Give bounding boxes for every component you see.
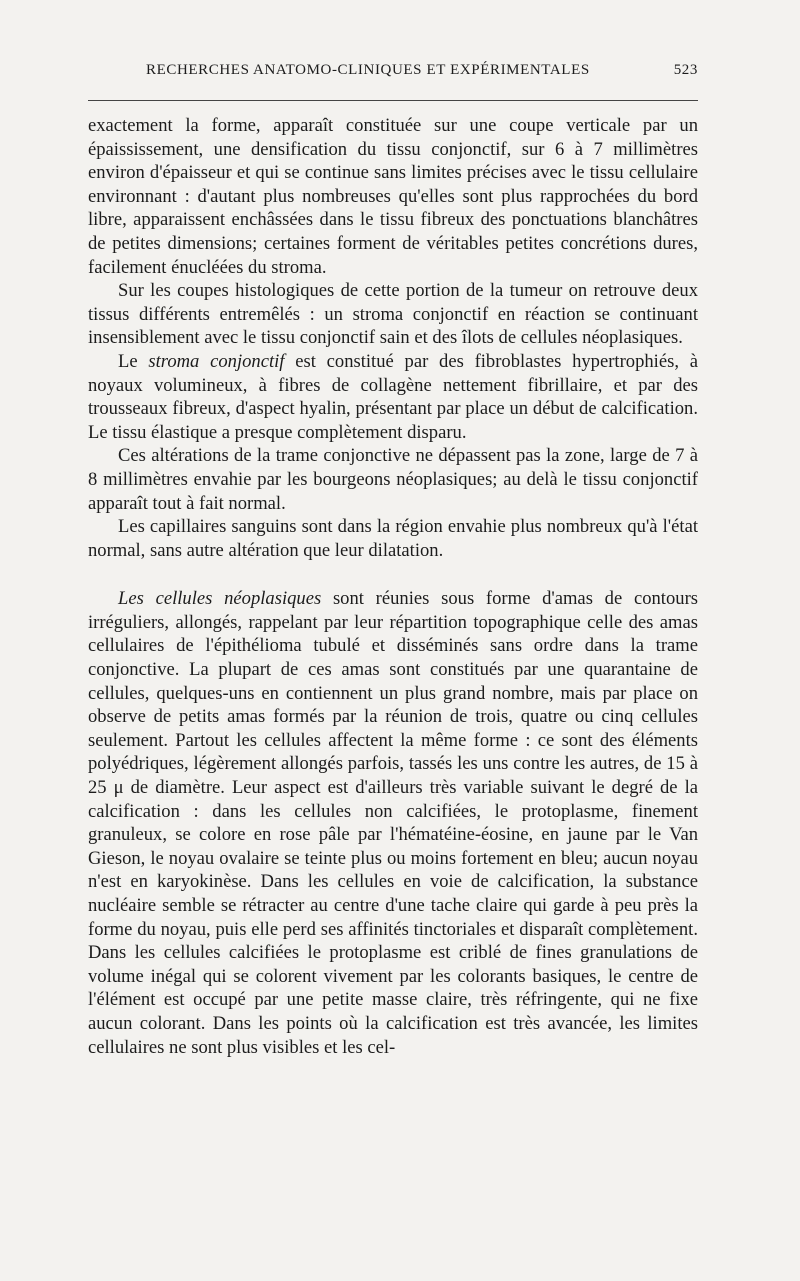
paragraph-3-rest: est constitué par des fibroblastes hypertrophiés, à noyaux volumineux, à fibres de collagène nettement fibrillaire, et par des trousseaux fibreux, d'aspect hyalin, présentant par place un début de calcification. Le tissu élastique a presque complètement disparu.: [88, 350, 698, 443]
cellules-neoplasiques-term: Les cellules néoplasiques: [118, 588, 322, 610]
paragraph-3-lead: Le: [118, 350, 149, 372]
book-page: [88, 0, 698, 1281]
page-number: 523: [673, 62, 698, 78]
paragraph-6: [88, 587, 698, 1059]
paragraph-5: Les capillaires sanguins sont dans la région envahie plus nombreux qu'à l'état normal, sans autre altération que leur dilatation.: [88, 516, 698, 561]
running-title: RECHERCHES ANATOMO-CLINIQUES ET EXPÉRIMENTALES: [146, 62, 590, 78]
running-head: [88, 62, 698, 86]
paragraph-1: exactement la forme, apparaît constituée sur une coupe verticale par un épaississement, une densification du tissu conjonctif, sur 6 à 7 millimètres environ d'épaisseur et qui se continue sans limites précises avec le tissu cellulaire environnant : d'autant plus nombreuses qu'elles sont plus rapprochées du bord libre, apparaissent enchâssées dans le tissu fibreux des ponctuations blanchâtres de petites dimensions; certaines forment de véritables petites concrétions dures, facilement énucléées du stroma.: [88, 115, 698, 278]
body-text: [88, 114, 698, 1059]
header-rule: [88, 100, 698, 101]
stroma-conjonctif-term: stroma conjonctif: [148, 350, 285, 372]
paragraph-4: Ces altérations de la trame conjonctive ne dépassent pas la zone, large de 7 à 8 millimètres envahie par les bourgeons néoplasiques; au delà le tissu conjonctif apparaît tout à fait normal.: [88, 445, 698, 514]
paragraph-6-rest: sont réunies sous forme d'amas de contours irréguliers, allongés, rappelant par leur répartition topographique celle des amas cellulaires de l'épithélioma tubulé et disséminés sans ordre dans la trame conjonctive. La plupart de ces amas sont constitués par une quarantaine de cellules, quelques-uns en contiennent un plus grand nombre, mais par place on observe de petits amas formés par la réunion de trois, quatre ou cinq cellules seulement. Partout les cellules affectent la même forme : ce sont des éléments polyédriques, légèrement allongés parfois, tassés les uns contre les autres, de 15 à 25 μ de diamètre. Leur aspect est d'ailleurs très variable suivant le degré de la calcification : dans les cellules non calcifiées, le protoplasme, finement granuleux, se colore en rose pâle par l'hématéine-éosine, en jaune par le Van Gieson, le noyau ovalaire se teinte plus ou moins fortement en bleu; aucun noyau n'est en karyokinèse. Dans les cellules en voie de calcification, la substance nucléaire semble se rétracter au centre d'une tache claire qui garde à peu près la forme du noyau, puis elle perd ses affinités tinctoriales et disparaît complètement. Dans les cellules calcifiées le protoplasme est criblé de fines granulations de volume inégal qui se colorent vivement par les colorants basiques, le centre de l'élément est occupé par une petite masse claire, très réfringente, qui ne fixe aucun colorant. Dans les points où la calcification est très avancée, les limites cellulaires ne sont plus visibles et les cel-: [88, 588, 698, 1058]
paragraph-3: [88, 350, 698, 444]
paragraph-2: Sur les coupes histologiques de cette portion de la tumeur on retrouve deux tissus différents entremêlés : un stroma conjonctif en réaction se continuant insensiblement avec le tissu conjonctif sain et des îlots de cellules néoplasiques.: [88, 280, 698, 349]
